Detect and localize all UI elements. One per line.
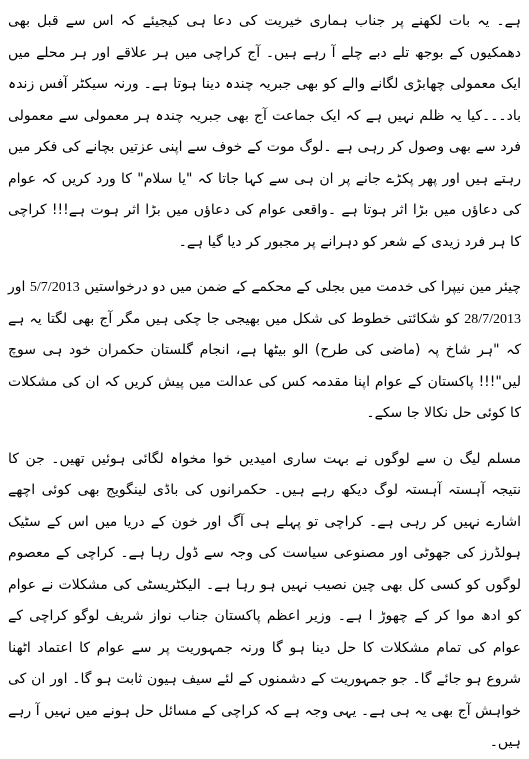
paragraph-1 [8,6,521,258]
paragraph-2-intro: چیئر مین نیپرا کی خدمت میں بجلی کے محکمے کے ضمن میں دو درخواستیں [84,279,521,295]
first-complaint-date: 5/7/2013 [29,280,80,295]
paragraph-2-conjunction: اور [8,279,26,295]
paragraph-2 [8,272,521,430]
paragraph-2-body: کو شکائتی خطوط کی شکل میں بھیجی جا چکی ہیں مگر آج بھی لگتا یہ ہے کہ "ہر شاخ پہ (ماضی کی طرح) الو بیٹھا ہے، انجام گلستان حکمران خود ہی سوچ لیں"!!! پاکستان کے عوام اپنا مقدمہ کس کی عدالت میں پیش کریں کہ ان کی مشکلات کا کوئی حل نکالا جا سکے۔ [8,310,521,421]
second-complaint-date: 28/7/2013 [464,311,521,327]
paragraph-1-text: ہے۔ یہ بات لکھنے پر جناب ہماری خیریت کی دعا ہی کیجیئے کہ اس سے قبل بھی دھمکیوں کے بوجھ تلے دبے چلے آ رہے ہیں۔ آج کراچی میں ہر علاقے اور ہر محلے میں ایک معمولی چھابڑی لگانے والے کو بھی جبریہ چندہ دینا ہوتا ہے۔ ورنہ سیکٹر آفس زندہ باد۔۔۔کیا یہ ظلم نہیں ہے کہ ایک جماعت آج بھی جبریہ چندہ ہر معمولی سے معمولی فرد سے بھی وصول کر رہی ہے ۔لوگ موت کے خوف سے اپنی عزتیں بچانے کی فکر میں رہتے ہیں اور پھر پکڑے جانے پر ان ہی سے کہا جاتا کہ "یا سلام" کا ورد کریں کہ عوام کی دعاؤں میں بڑا اثر ہوتا ہے ۔واقعی عوام کی دعاؤں میں بڑا اثر ہوت ہے!!! کراچی کا ہر فرد زیدی کے شعر کو دہرانے پر مجبور کر دیا گیا ہے۔ [8,13,521,250]
paragraph-3 [8,444,521,759]
paragraph-3-text: مسلم لیگ ن سے لوگوں نے بہت ساری امیدیں خوا مخواہ لگائی ہوئیں تھیں۔ جن کا نتیجہ آہستہ آہستہ لوگ دیکھ رہے ہیں۔ حکمرانوں کی باڈی لینگویج بھی کوئی اچھے اشارے نہیں کر رہی ہے۔ کراچی تو پہلے ہی آگ اور خون کے دریا میں اس کے سٹیک ہولڈرز کی جھوٹی اور مصنوعی سیاست کی وجہ سے ڈول رہا ہے۔ کراچی کے معصوم لوگوں کو کسی کل بھی چین نصیب نہیں ہو رہا ہے۔ الیکٹریسٹی کی مشکلات نے عوام کو ادھ موا کر کے چھوڑ ا ہے۔ وزیر اعظم پاکستان جناب نواز شریف لوگو کراچی کے عوام کی تمام مشکلات کا حل دینا ہو گا ورنہ جمہوریت پر سے عوام کا اعتماد اٹھنا شروع ہو جائے گا۔ جو جمہوریت کے دشمنوں کے لئے سیف ہیون ثابت ہو گا۔ اور ان کی خواہش آج بھی یہ ہی ہے۔ یہی وجہ ہے کہ کراچی کے مسائل حل ہونے میں نہیں آ رہے ہیں۔ [8,450,521,750]
